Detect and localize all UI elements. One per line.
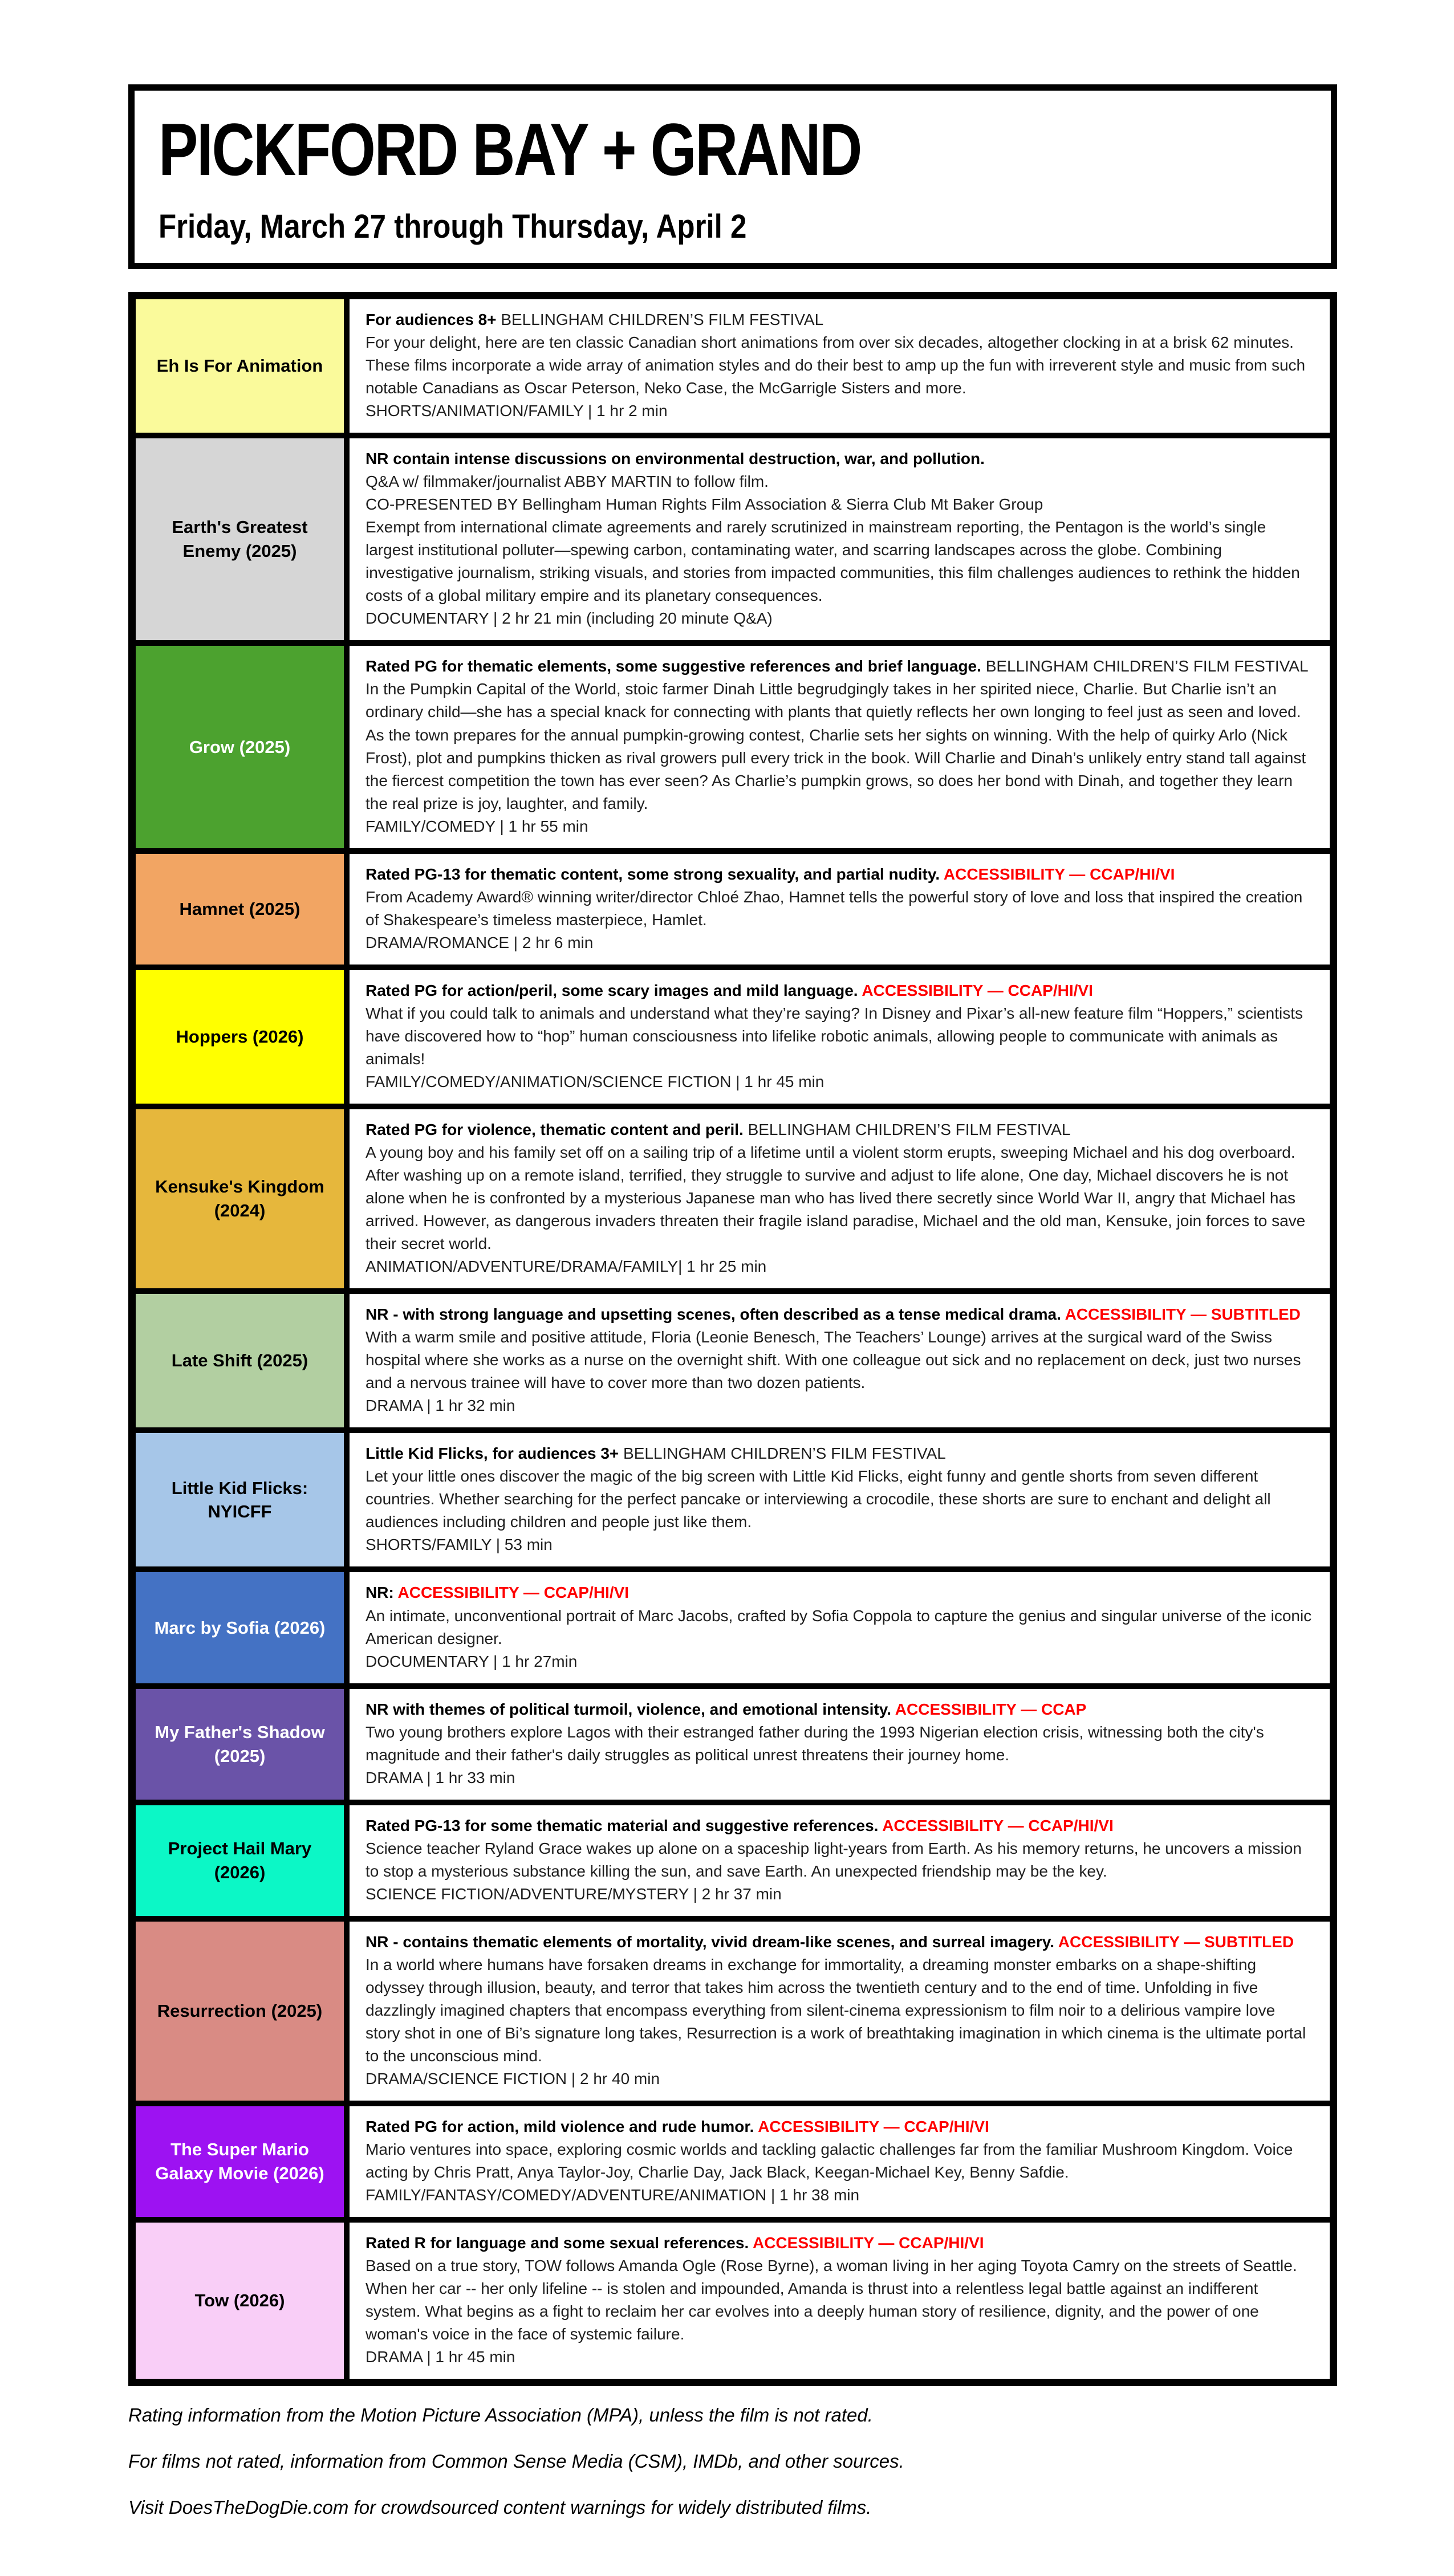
- film-genre-runtime: DOCUMENTARY | 1 hr 27min: [365, 1652, 578, 1670]
- accessibility-label: ACCESSIBILITY — CCAP: [895, 1700, 1087, 1718]
- film-row: [132, 2103, 1334, 2220]
- film-genre-runtime: FAMILY/COMEDY | 1 hr 55 min: [365, 817, 588, 835]
- film-title-cell: Tow (2026): [132, 2220, 347, 2383]
- film-description-cell: [347, 1686, 1334, 1802]
- film-genre-runtime: SCIENCE FICTION/ADVENTURE/MYSTERY | 2 hr 37 min: [365, 1885, 782, 1903]
- rating-line: [365, 308, 1314, 331]
- film-synopsis: With a warm smile and positive attitude, Floria (Leonie Benesch, The Teachers’ Lounge) arrives at the surgical ward of the Swiss hospital where she works as a nurse on the overnight shift. With one colleague out sick and no replacement on deck, just two nurses and a nervous trainee will have to cover more than two dozen patients.: [365, 1328, 1301, 1392]
- rating-text: BELLINGHAM CHILDREN’S FILM FESTIVAL: [623, 1444, 946, 1463]
- rating-text: CO-PRESENTED BY Bellingham Human Rights Film Association & Sierra Club Mt Baker Group: [365, 495, 1043, 514]
- film-description-cell: [347, 967, 1334, 1106]
- rating-line: [365, 1303, 1314, 1326]
- film-row: [132, 1106, 1334, 1291]
- rating-text: BELLINGHAM CHILDREN’S FILM FESTIVAL: [985, 657, 1309, 675]
- film-description-cell: [347, 1569, 1334, 1686]
- film-genre-runtime: DRAMA/SCIENCE FICTION | 2 hr 40 min: [365, 2070, 660, 2088]
- film-row: [132, 643, 1334, 850]
- film-description-cell: [347, 296, 1334, 436]
- film-synopsis: Exempt from international climate agreements and rarely scrutinized in mainstream reporting, the Pentagon is the world’s single largest institutional polluter—spewing carbon, contaminating water, and scarring landscapes across the globe. Combining investigative journalism, striking visuals, and stories from impacted communities, this film challenges audiences to rethink the hidden costs of a global military empire and its planetary consequences.: [365, 518, 1300, 605]
- film-row: [132, 436, 1334, 643]
- film-genre-runtime: FAMILY/COMEDY/ANIMATION/SCIENCE FICTION | 1 hr 45 min: [365, 1072, 825, 1090]
- film-title-cell: Hoppers (2026): [132, 967, 347, 1106]
- film-genre-runtime: DRAMA | 1 hr 33 min: [365, 1768, 515, 1786]
- rating-text: For audiences 8+: [365, 311, 501, 328]
- film-title-cell: Late Shift (2025): [132, 1291, 347, 1430]
- film-title-cell: Earth's Greatest Enemy (2025): [132, 436, 347, 643]
- film-row: [132, 296, 1334, 436]
- accessibility-label: ACCESSIBILITY — SUBTITLED: [1065, 1305, 1301, 1324]
- film-title-cell: Marc by Sofia (2026): [132, 1569, 347, 1686]
- footnote-unrated-source: For films not rated, information from Common Sense Media (CSM), IMDb, and other sources.: [128, 2451, 904, 2472]
- film-title-cell: Hamnet (2025): [132, 851, 347, 967]
- film-synopsis: Two young brothers explore Lagos with their estranged father during the 1993 Nigerian election crisis, witnessing both the city's magnitude and their father's daily struggles as political unrest threatens their journey home.: [365, 1723, 1264, 1764]
- rating-text: Rated R for language and some sexual references.: [365, 2234, 753, 2252]
- film-row: [132, 851, 1334, 967]
- film-synopsis: What if you could talk to animals and understand what they’re saying? In Disney and Pixar’s all-new feature film “Hoppers,” scientists have discovered how to “hop” human consciousness into lifelike robotic animals, allowing people to communicate with animals as animals!: [365, 1004, 1303, 1068]
- rating-text: Little Kid Flicks, for audiences 3+: [365, 1444, 624, 1463]
- rating-text: NR with themes of political turmoil, violence, and emotional intensity.: [365, 1700, 895, 1718]
- film-synopsis: A young boy and his family set off on a sailing trip of a lifetime until a violent storm erupts, sweeping Michael and his dog overboard. After washing up on a remote island, terrified, they struggle to survive and adjust to life alone, One day, Michael discovers he is not alone when he is confronted by a mysterious Japanese man who has lived there secretly since World War II, angry that Michael has arrived. However, as dangerous invaders threaten their fragile island paradise, Michael and the old man, Kensuke, join forces to save their secret world.: [365, 1143, 1306, 1253]
- rating-line: [365, 1442, 1314, 1465]
- film-genre-runtime: ANIMATION/ADVENTURE/DRAMA/FAMILY| 1 hr 25 min: [365, 1258, 767, 1276]
- header-box: [128, 84, 1337, 269]
- film-genre-runtime: DOCUMENTARY | 2 hr 21 min (including 20 minute Q&A): [365, 609, 773, 628]
- footnote-content-warnings: Visit DoesTheDogDie.com for crowdsourced content warnings for widely distributed films.: [128, 2497, 872, 2518]
- film-title-cell: The Super Mario Galaxy Movie (2026): [132, 2103, 347, 2220]
- rating-line: [365, 447, 1314, 470]
- film-schedule-table: [128, 292, 1337, 2386]
- rating-text: Rated PG for violence, thematic content and peril.: [365, 1120, 748, 1138]
- accessibility-label: ACCESSIBILITY — CCAP/HI/VI: [758, 2118, 989, 2136]
- rating-text: Rated PG for action/peril, some scary images and mild language.: [365, 981, 862, 999]
- film-synopsis: Science teacher Ryland Grace wakes up alone on a spaceship light-years from Earth. As his memory returns, he uncovers a mission to stop a mysterious substance killing the sun, and save Earth. An unexpected friendship may be the key.: [365, 1839, 1302, 1880]
- film-row: [132, 1919, 1334, 2103]
- rating-text: BELLINGHAM CHILDREN’S FILM FESTIVAL: [748, 1120, 1071, 1138]
- rating-line: [365, 979, 1314, 1002]
- page-title: PICKFORD BAY + GRAND: [159, 108, 861, 191]
- film-synopsis: In a world where humans have forsaken dreams in exchange for immortality, a dreaming monster embarks on a shape-shifting odyssey through illusion, beauty, and terror that takes him across the twentieth century and to the end of time. Unfolding in five dazzlingly imagined chapters that encompass everything from silent-cinema expressionism to film noir to a delirious vampire love story shot in one of Bi’s signature long takes, Resurrection is a work of breathtaking imagination in which cinema is the ultimate portal to the unconscious mind.: [365, 1955, 1306, 2065]
- film-genre-runtime: DRAMA | 1 hr 32 min: [365, 1397, 515, 1415]
- film-row: [132, 1569, 1334, 1686]
- accessibility-label: ACCESSIBILITY — CCAP/HI/VI: [862, 981, 1093, 999]
- film-row: [132, 967, 1334, 1106]
- film-synopsis: Based on a true story, TOW follows Amanda Ogle (Rose Byrne), a woman living in her aging Toyota Camry on the streets of Seattle. When her car -- her only lifeline -- is stolen and impounded, Amanda is thrust into a relentless legal battle against an indifferent system. What begins as a fight to reclaim her car evolves into a deeply human story of resilience, dignity, and the power of one woman's voice in the face of systemic failure.: [365, 2257, 1297, 2343]
- rating-text: BELLINGHAM CHILDREN’S FILM FESTIVAL: [501, 311, 824, 328]
- film-genre-runtime: DRAMA/ROMANCE | 2 hr 6 min: [365, 933, 594, 951]
- film-description-cell: [347, 2103, 1334, 2220]
- film-description-cell: [347, 436, 1334, 643]
- rating-line: [365, 2115, 1314, 2138]
- film-description-cell: [347, 1430, 1334, 1569]
- film-genre-runtime: DRAMA | 1 hr 45 min: [365, 2348, 515, 2366]
- film-description-cell: [347, 2220, 1334, 2383]
- rating-line: [365, 1814, 1314, 1837]
- footnote-rating-source: Rating information from the Motion Picture Association (MPA), unless the film is not rated.: [128, 2404, 873, 2426]
- film-synopsis: For your delight, here are ten classic Canadian short animations from over six decades, altogether clocking in at a brisk 62 minutes. These films incorporate a wide array of animation styles and do their best to amp up the fun with irreverent style and music from such notable Canadians as Oscar Peterson, Neko Case, the McGarrigle Sisters and more.: [365, 333, 1306, 397]
- footnotes: [128, 2403, 1337, 2520]
- rating-line: [365, 1698, 1314, 1721]
- rating-text: NR contain intense discussions on environmental destruction, war, and pollution.: [365, 450, 985, 468]
- film-description-cell: [347, 1919, 1334, 2103]
- film-title-cell: Eh Is For Animation: [132, 296, 347, 436]
- film-synopsis: In the Pumpkin Capital of the World, stoic farmer Dinah Little begrudgingly takes in her spirited niece, Charlie. But Charlie isn’t an ordinary child—she has a special knack for connecting with plants that quietly reflects her own longing to feel just as seen and loved. As the town prepares for the annual pumpkin-growing contest, Charlie sets her sights on winning. With the help of quirky Arlo (Nick Frost), plot and pumpkins thicken as rival growers pull every trick in the book. Will Charlie and Dinah’s unlikely entry stand tall against the fiercest competition the town has ever seen? As Charlie’s pumpkin grows, so does her bond with Dinah, and together they learn the real prize is joy, laughter, and family.: [365, 680, 1306, 812]
- film-row: [132, 1291, 1334, 1430]
- film-row: [132, 1686, 1334, 1802]
- film-description-cell: [347, 643, 1334, 850]
- rating-text: Q&A w/ filmmaker/journalist ABBY MARTIN to follow film.: [365, 473, 769, 491]
- rating-line: [365, 2232, 1314, 2254]
- film-description-cell: [347, 851, 1334, 967]
- rating-line: [365, 1581, 1314, 1604]
- rating-line: [365, 470, 1314, 493]
- rating-text: Rated PG-13 for thematic content, some strong sexuality, and partial nudity.: [365, 865, 944, 883]
- rating-text: Rated PG for action, mild violence and rude humor.: [365, 2118, 758, 2136]
- rating-line: [365, 863, 1314, 886]
- rating-line: [365, 1931, 1314, 1954]
- schedule-page: [128, 84, 1337, 2576]
- film-title-cell: Kensuke's Kingdom (2024): [132, 1106, 347, 1291]
- film-genre-runtime: FAMILY/FANTASY/COMEDY/ADVENTURE/ANIMATION | 1 hr 38 min: [365, 2186, 860, 2204]
- rating-text: NR - contains thematic elements of mortality, vivid dream-like scenes, and surreal imagery.: [365, 1932, 1058, 1951]
- film-description-cell: [347, 1106, 1334, 1291]
- film-title-cell: Little Kid Flicks: NYICFF: [132, 1430, 347, 1569]
- accessibility-label: ACCESSIBILITY — SUBTITLED: [1058, 1932, 1294, 1951]
- accessibility-label: ACCESSIBILITY — CCAP/HI/VI: [397, 1584, 629, 1602]
- film-genre-runtime: SHORTS/FAMILY | 53 min: [365, 1536, 553, 1554]
- rating-text: NR:: [365, 1584, 398, 1602]
- film-description-cell: [347, 1802, 1334, 1919]
- film-table-body: [132, 296, 1334, 2383]
- film-synopsis: From Academy Award® winning writer/director Chloé Zhao, Hamnet tells the powerful story of love and loss that inspired the creation of Shakespeare’s timeless masterpiece, Hamlet.: [365, 888, 1303, 929]
- rating-line: [365, 655, 1314, 678]
- date-range: Friday, March 27 through Thursday, April 2: [159, 208, 747, 245]
- film-synopsis: Mario ventures into space, exploring cosmic worlds and tackling galactic challenges far from the familiar Mushroom Kingdom. Voice acting by Chris Pratt, Anya Taylor-Joy, Charlie Day, Jack Black, Keegan-Michael Key, Benny Safdie.: [365, 2140, 1293, 2182]
- film-row: [132, 1802, 1334, 1919]
- rating-line: [365, 1118, 1314, 1141]
- film-row: [132, 1430, 1334, 1569]
- film-synopsis: An intimate, unconventional portrait of Marc Jacobs, crafted by Sofia Coppola to capture the genius and singular universe of the iconic American designer.: [365, 1606, 1312, 1647]
- film-synopsis: Let your little ones discover the magic of the big screen with Little Kid Flicks, eight funny and gentle shorts from seven different countries. Whether searching for the perfect pancake or interviewing a crocodile, these shorts are sure to enchant and delight all audiences including children and people just like them.: [365, 1467, 1271, 1531]
- film-row: [132, 2220, 1334, 2383]
- film-title-cell: Project Hail Mary (2026): [132, 1802, 347, 1919]
- accessibility-label: ACCESSIBILITY — CCAP/HI/VI: [752, 2234, 984, 2252]
- rating-text: Rated PG for thematic elements, some suggestive references and brief language.: [365, 657, 986, 675]
- accessibility-label: ACCESSIBILITY — CCAP/HI/VI: [943, 865, 1175, 883]
- rating-line: [365, 493, 1314, 516]
- film-title-cell: Grow (2025): [132, 643, 347, 850]
- film-description-cell: [347, 1291, 1334, 1430]
- film-genre-runtime: SHORTS/ANIMATION/FAMILY | 1 hr 2 min: [365, 402, 668, 420]
- rating-text: NR - with strong language and upsetting scenes, often described as a tense medical drama.: [365, 1305, 1065, 1324]
- film-title-cell: My Father's Shadow (2025): [132, 1686, 347, 1802]
- film-title-cell: Resurrection (2025): [132, 1919, 347, 2103]
- accessibility-label: ACCESSIBILITY — CCAP/HI/VI: [882, 1816, 1114, 1834]
- rating-text: Rated PG-13 for some thematic material and suggestive references.: [365, 1816, 883, 1834]
